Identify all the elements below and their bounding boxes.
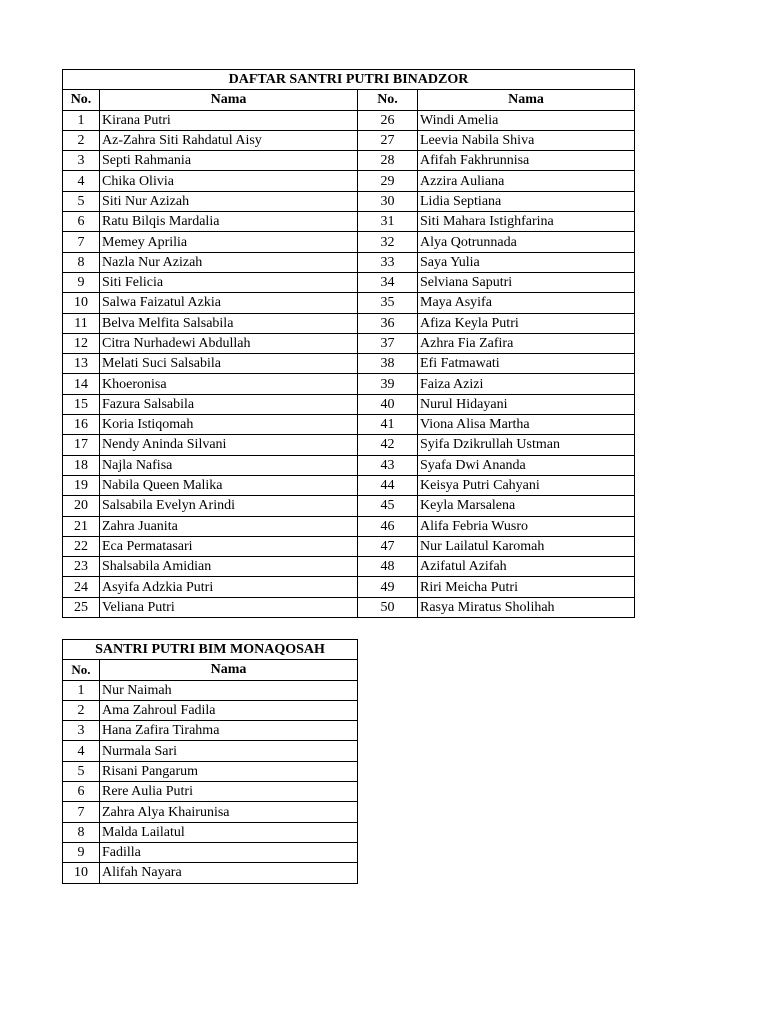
- binadzor-table: [62, 69, 635, 618]
- row-number: 35: [358, 293, 418, 313]
- row-number: 45: [358, 496, 418, 516]
- table-row: [63, 313, 635, 333]
- table-row: [63, 700, 358, 720]
- table-row: [63, 415, 635, 435]
- student-name: Nurul Hidayani: [418, 394, 635, 414]
- student-name: Afiza Keyla Putri: [418, 313, 635, 333]
- column-header-nama: Nama: [100, 660, 358, 680]
- row-number: 20: [63, 496, 100, 516]
- table-row: [63, 394, 635, 414]
- student-name: Memey Aprilia: [100, 232, 358, 252]
- table-row: [63, 842, 358, 862]
- student-name: Azzira Auliana: [418, 171, 635, 191]
- row-number: 5: [63, 191, 100, 211]
- table-row: [63, 761, 358, 781]
- table-row: [63, 455, 635, 475]
- table-row: [63, 496, 635, 516]
- student-name: Shalsabila Amidian: [100, 557, 358, 577]
- table-row: [63, 597, 635, 617]
- row-number: 40: [358, 394, 418, 414]
- student-name: Maya Asyifa: [418, 293, 635, 313]
- table-body: [63, 110, 635, 617]
- row-number: 1: [63, 680, 100, 700]
- student-name: Veliana Putri: [100, 597, 358, 617]
- row-number: 3: [63, 151, 100, 171]
- table-title: SANTRI PUTRI BIM MONAQOSAH: [63, 640, 358, 660]
- student-name: Ama Zahroul Fadila: [100, 700, 358, 720]
- row-number: 44: [358, 475, 418, 495]
- table-row: [63, 741, 358, 761]
- table-row: [63, 577, 635, 597]
- monaqosah-table: [62, 639, 358, 884]
- row-number: 32: [358, 232, 418, 252]
- student-name: Azhra Fia Zafira: [418, 333, 635, 353]
- row-number: 24: [63, 577, 100, 597]
- student-name: Alifah Nayara: [100, 863, 358, 883]
- table-row: [63, 171, 635, 191]
- row-number: 19: [63, 475, 100, 495]
- row-number: 25: [63, 597, 100, 617]
- student-name: Leevia Nabila Shiva: [418, 130, 635, 150]
- table-row: [63, 151, 635, 171]
- row-number: 3: [63, 721, 100, 741]
- student-name: Koria Istiqomah: [100, 415, 358, 435]
- row-number: 50: [358, 597, 418, 617]
- row-number: 22: [63, 536, 100, 556]
- student-name: Nur Lailatul Karomah: [418, 536, 635, 556]
- table-row: [63, 110, 635, 130]
- row-number: 46: [358, 516, 418, 536]
- student-name: Syafa Dwi Ananda: [418, 455, 635, 475]
- student-name: Rere Aulia Putri: [100, 782, 358, 802]
- row-number: 8: [63, 252, 100, 272]
- student-name: Fazura Salsabila: [100, 394, 358, 414]
- row-number: 38: [358, 354, 418, 374]
- row-number: 8: [63, 822, 100, 842]
- row-number: 43: [358, 455, 418, 475]
- student-name: Lidia Septiana: [418, 191, 635, 211]
- student-name: Ratu Bilqis Mardalia: [100, 212, 358, 232]
- student-name: Siti Nur Azizah: [100, 191, 358, 211]
- student-name: Windi Amelia: [418, 110, 635, 130]
- row-number: 37: [358, 333, 418, 353]
- table-row: [63, 354, 635, 374]
- student-name: Nurmala Sari: [100, 741, 358, 761]
- student-name: Zahra Alya Khairunisa: [100, 802, 358, 822]
- row-number: 29: [358, 171, 418, 191]
- row-number: 41: [358, 415, 418, 435]
- student-name: Septi Rahmania: [100, 151, 358, 171]
- table-row: [63, 293, 635, 313]
- row-number: 26: [358, 110, 418, 130]
- row-number: 48: [358, 557, 418, 577]
- row-number: 9: [63, 842, 100, 862]
- table-row: [63, 232, 635, 252]
- row-number: 4: [63, 741, 100, 761]
- table-row: [63, 333, 635, 353]
- student-name: Selviana Saputri: [418, 272, 635, 292]
- table-row: [63, 721, 358, 741]
- student-name: Nendy Aninda Silvani: [100, 435, 358, 455]
- student-name: Melati Suci Salsabila: [100, 354, 358, 374]
- row-number: 16: [63, 415, 100, 435]
- student-name: Riri Meicha Putri: [418, 577, 635, 597]
- table-row: [63, 782, 358, 802]
- row-number: 18: [63, 455, 100, 475]
- row-number: 33: [358, 252, 418, 272]
- row-number: 7: [63, 232, 100, 252]
- student-name: Nabila Queen Malika: [100, 475, 358, 495]
- student-name: Nur Naimah: [100, 680, 358, 700]
- student-name: Asyifa Adzkia Putri: [100, 577, 358, 597]
- table-row: [63, 475, 635, 495]
- table-row: [63, 536, 635, 556]
- row-number: 42: [358, 435, 418, 455]
- table-row: [63, 680, 358, 700]
- column-header-no: No.: [63, 660, 100, 680]
- row-number: 49: [358, 577, 418, 597]
- table-row: [63, 272, 635, 292]
- row-number: 1: [63, 110, 100, 130]
- student-name: Risani Pangarum: [100, 761, 358, 781]
- table-title: DAFTAR SANTRI PUTRI BINADZOR: [63, 70, 635, 90]
- row-number: 4: [63, 171, 100, 191]
- row-number: 2: [63, 700, 100, 720]
- student-name: Citra Nurhadewi Abdullah: [100, 333, 358, 353]
- student-name: Alya Qotrunnada: [418, 232, 635, 252]
- table-row: [63, 130, 635, 150]
- row-number: 10: [63, 863, 100, 883]
- student-name: Az-Zahra Siti Rahdatul Aisy: [100, 130, 358, 150]
- student-name: Afifah Fakhrunnisa: [418, 151, 635, 171]
- column-header-nama: Nama: [418, 90, 635, 110]
- row-number: 21: [63, 516, 100, 536]
- student-name: Keyla Marsalena: [418, 496, 635, 516]
- row-number: 23: [63, 557, 100, 577]
- table-row: [63, 212, 635, 232]
- student-name: Alifa Febria Wusro: [418, 516, 635, 536]
- row-number: 34: [358, 272, 418, 292]
- student-name: Siti Felicia: [100, 272, 358, 292]
- row-number: 14: [63, 374, 100, 394]
- student-name: Keisya Putri Cahyani: [418, 475, 635, 495]
- column-header-no: No.: [358, 90, 418, 110]
- student-name: Khoeronisa: [100, 374, 358, 394]
- row-number: 39: [358, 374, 418, 394]
- row-number: 47: [358, 536, 418, 556]
- row-number: 10: [63, 293, 100, 313]
- row-number: 9: [63, 272, 100, 292]
- table-row: [63, 435, 635, 455]
- row-number: 2: [63, 130, 100, 150]
- student-name: Nazla Nur Azizah: [100, 252, 358, 272]
- student-name: Efi Fatmawati: [418, 354, 635, 374]
- row-number: 36: [358, 313, 418, 333]
- table-row: [63, 557, 635, 577]
- student-name: Eca Permatasari: [100, 536, 358, 556]
- table-body: [63, 680, 358, 883]
- student-name: Rasya Miratus Sholihah: [418, 597, 635, 617]
- student-name: Kirana Putri: [100, 110, 358, 130]
- student-name: Azifatul Azifah: [418, 557, 635, 577]
- student-name: Syifa Dzikrullah Ustman: [418, 435, 635, 455]
- table-row: [63, 822, 358, 842]
- row-number: 17: [63, 435, 100, 455]
- table-row: [63, 191, 635, 211]
- row-number: 31: [358, 212, 418, 232]
- table-row: [63, 374, 635, 394]
- row-number: 13: [63, 354, 100, 374]
- row-number: 27: [358, 130, 418, 150]
- row-number: 6: [63, 782, 100, 802]
- student-name: Salwa Faizatul Azkia: [100, 293, 358, 313]
- column-header-nama: Nama: [100, 90, 358, 110]
- row-number: 7: [63, 802, 100, 822]
- student-name: Najla Nafisa: [100, 455, 358, 475]
- student-name: Belva Melfita Salsabila: [100, 313, 358, 333]
- student-name: Salsabila Evelyn Arindi: [100, 496, 358, 516]
- row-number: 5: [63, 761, 100, 781]
- row-number: 6: [63, 212, 100, 232]
- table-row: [63, 252, 635, 272]
- student-name: Faiza Azizi: [418, 374, 635, 394]
- student-name: Fadilla: [100, 842, 358, 862]
- student-name: Siti Mahara Istighfarina: [418, 212, 635, 232]
- table-row: [63, 802, 358, 822]
- student-name: Viona Alisa Martha: [418, 415, 635, 435]
- student-name: Hana Zafira Tirahma: [100, 721, 358, 741]
- row-number: 28: [358, 151, 418, 171]
- row-number: 12: [63, 333, 100, 353]
- student-name: Saya Yulia: [418, 252, 635, 272]
- table-row: [63, 863, 358, 883]
- column-header-no: No.: [63, 90, 100, 110]
- row-number: 11: [63, 313, 100, 333]
- row-number: 15: [63, 394, 100, 414]
- row-number: 30: [358, 191, 418, 211]
- student-name: Zahra Juanita: [100, 516, 358, 536]
- table-row: [63, 516, 635, 536]
- student-name: Malda Lailatul: [100, 822, 358, 842]
- student-name: Chika Olivia: [100, 171, 358, 191]
